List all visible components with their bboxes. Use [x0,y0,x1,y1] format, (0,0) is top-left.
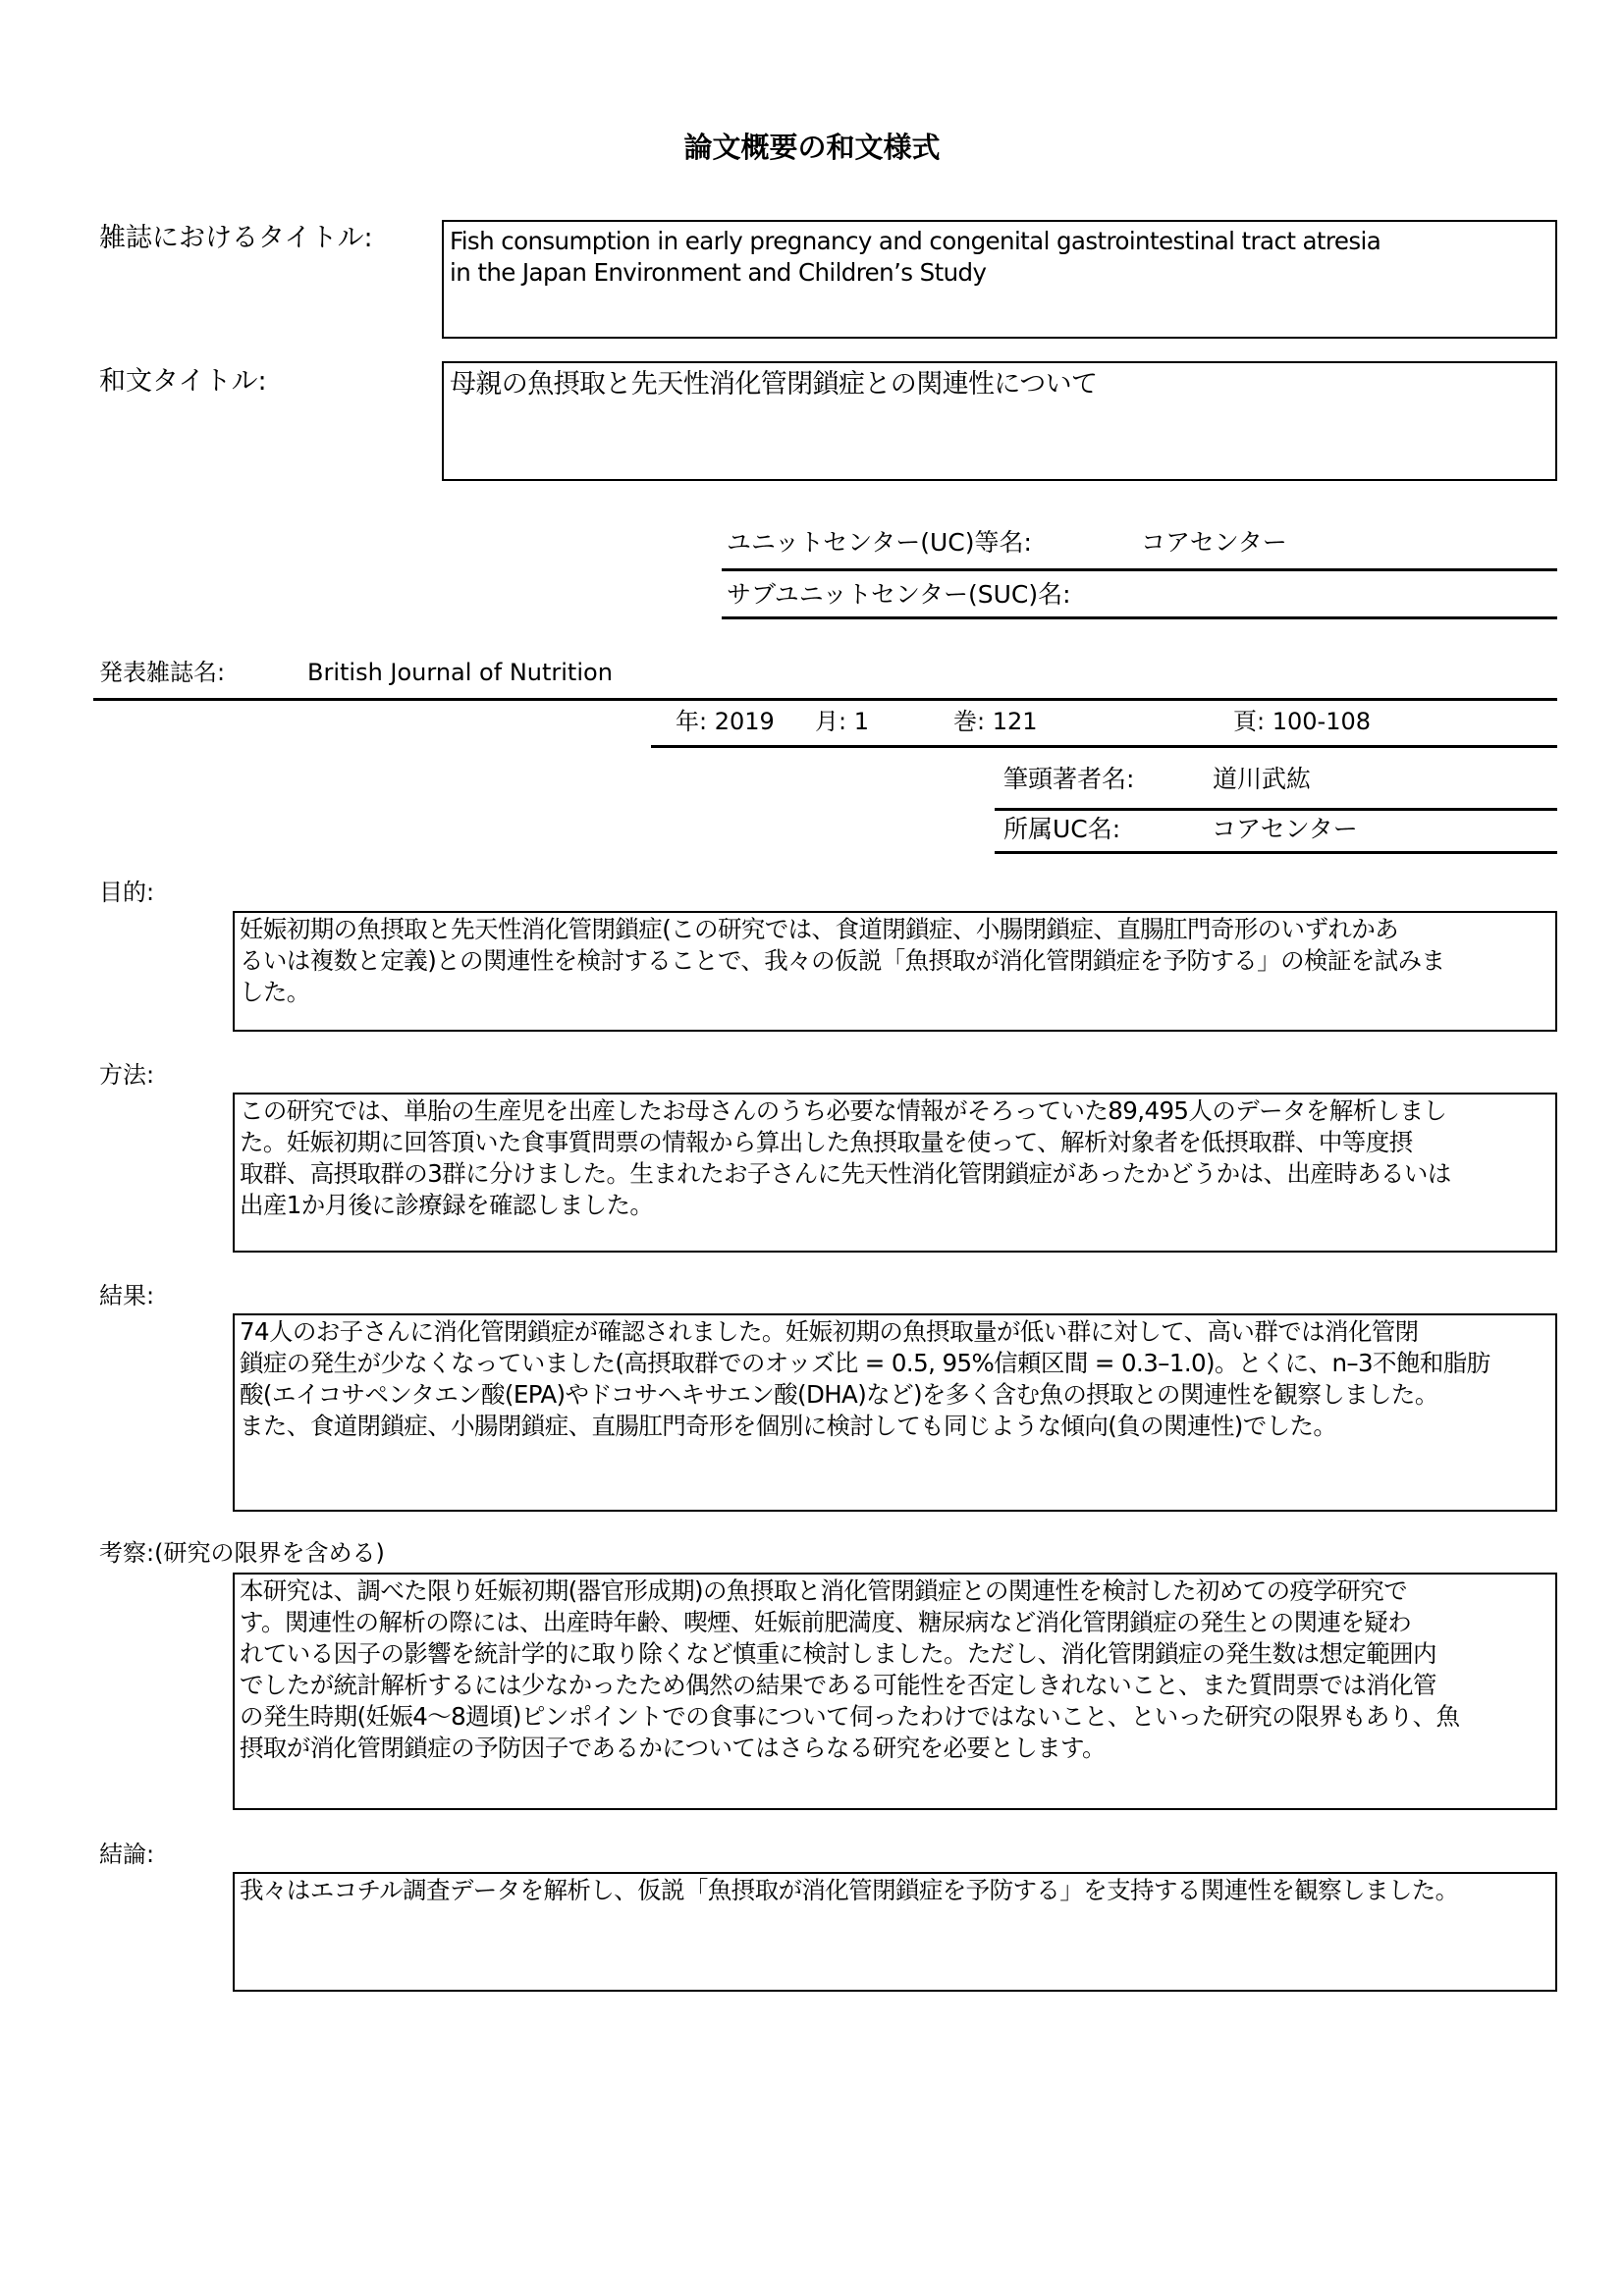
suc-underline [722,616,1557,619]
first-author-label: 筆頭著者名: [1003,765,1135,793]
suc-label: サブユニットセンター(SUC)名: [727,580,1071,609]
results-label: 結果: [99,1282,155,1309]
purpose-label: 目的: [99,879,155,906]
results-box [233,1313,1557,1512]
volume-field [953,707,1038,736]
journal-label: 発表雑誌名: [99,659,226,686]
pages-label: 頁: [1233,708,1266,735]
year-label: 年: [676,708,708,735]
conclusion-box [233,1872,1557,1992]
methods-box [233,1093,1557,1253]
journal-title-box [442,220,1557,339]
discussion-label: 考察:(研究の限界を含める) [99,1539,385,1567]
year-value: 2019 [714,708,775,735]
purpose-line: るいは複数と定義)との関連性を検討することで、我々の仮説「魚摂取が消化管閉鎖症を予防する」の検証を試みま [240,946,1445,975]
results-line: 74人のお子さんに消化管閉鎖症が確認されました。妊娠初期の魚摂取量が低い群に対して、高い群では消化管閉 [240,1317,1419,1346]
month-value: 1 [853,708,870,735]
results-line: 鎖症の発生が少なくなっていました(高摂取群でのオッズ比 = 0.5, 95%信頼区間 = 0.3–1.0)。とくに、n–3不飽和脂肪 [240,1349,1490,1377]
methods-line: た。妊娠初期に回答頂いた食事質問票の情報から算出した魚摂取量を使って、解析対象者を低摂取群、中等度摂 [240,1128,1413,1156]
purpose-line: 妊娠初期の魚摂取と先天性消化管閉鎖症(この研究では、食道閉鎖症、小腸閉鎖症、直腸肛門奇形のいずれかあ [240,915,1399,943]
form-title: 論文概要の和文様式 [683,131,941,164]
results-line: 酸(エイコサペンタエン酸(EPA)やドコサヘキサエン酸(DHA)など)を多く含む魚の摂取との関連性を観察しました。 [240,1380,1438,1409]
japanese-title-label: 和文タイトル: [99,366,267,397]
conclusion-label: 結論: [99,1841,155,1868]
journal-value: British Journal of Nutrition [307,659,613,686]
publication-underline [651,745,1557,748]
discussion-line: 摂取が消化管閉鎖症の予防因子であるかについてはさらなる研究を必要とします。 [240,1734,1106,1762]
conclusion-line: 我々はエコチル調査データを解析し、仮説「魚摂取が消化管閉鎖症を予防する」を支持する関連性を観察しました。 [240,1876,1459,1904]
results-line: また、食道閉鎖症、小腸閉鎖症、直腸肛門奇形を個別に検討しても同じような傾向(負の関連性)でした。 [240,1412,1337,1440]
first-author-value: 道川武紘 [1213,765,1312,793]
discussion-line: の発生時期(妊娠4～8週頃)ピンポイントでの食事について伺ったわけではないこと、といった研究の限界もあり、魚 [240,1702,1460,1731]
japanese-title-value: 母親の魚摂取と先天性消化管閉鎖症との関連性について [450,369,1098,400]
journal-title-label: 雑誌におけるタイトル: [99,223,373,253]
uc-value: コアセンター [1141,528,1287,557]
purpose-box [233,911,1557,1032]
journal-title-line: in the Japan Environment and Children’s Study [450,258,987,287]
discussion-box [233,1573,1557,1810]
month-field [815,707,869,736]
discussion-line: す。関連性の解析の際には、出産時年齢、喫煙、妊娠前肥満度、糖尿病など消化管閉鎖症の発生との関連を疑わ [240,1608,1412,1636]
discussion-line: 本研究は、調べた限り妊娠初期(器官形成期)の魚摂取と消化管閉鎖症との関連性を検討した初めての疫学研究で [240,1576,1408,1605]
volume-label: 巻: [953,708,986,735]
month-label: 月: [815,708,847,735]
year-field [676,707,775,736]
methods-line: 出産1か月後に診療録を確認しました。 [240,1191,654,1219]
methods-line: この研究では、単胎の生産児を出産したお母さんのうち必要な情報がそろっていた89,495人のデータを解析しまし [240,1096,1447,1125]
affiliation-underline [995,851,1557,854]
uc-underline [722,568,1557,571]
journal-title-line: Fish consumption in early pregnancy and congenital gastrointestinal tract atresia [450,227,1381,255]
pages-value: 100-108 [1272,708,1372,735]
journal-underline [93,698,1557,701]
methods-line: 取群、高摂取群の3群に分けました。生まれたお子さんに先天性消化管閉鎖症があったかどうかは、出産時あるいは [240,1159,1451,1188]
affiliation-label: 所属UC名: [1003,815,1121,843]
japanese-title-box [442,361,1557,481]
uc-label: ユニットセンター(UC)等名: [727,528,1032,557]
discussion-line: れている因子の影響を統計学的に取り除くなど慎重に検討しました。ただし、消化管閉鎖症の発生数は想定範囲内 [240,1639,1436,1668]
volume-value: 121 [992,708,1038,735]
pages-field [1233,707,1371,736]
discussion-line: でしたが統計解析するには少なかったため偶然の結果である可能性を否定しきれないこと、また質問票では消化管 [240,1671,1436,1699]
first-author-underline [995,808,1557,811]
methods-label: 方法: [99,1061,155,1089]
purpose-line: した。 [240,978,310,1006]
affiliation-value: コアセンター [1212,815,1358,843]
